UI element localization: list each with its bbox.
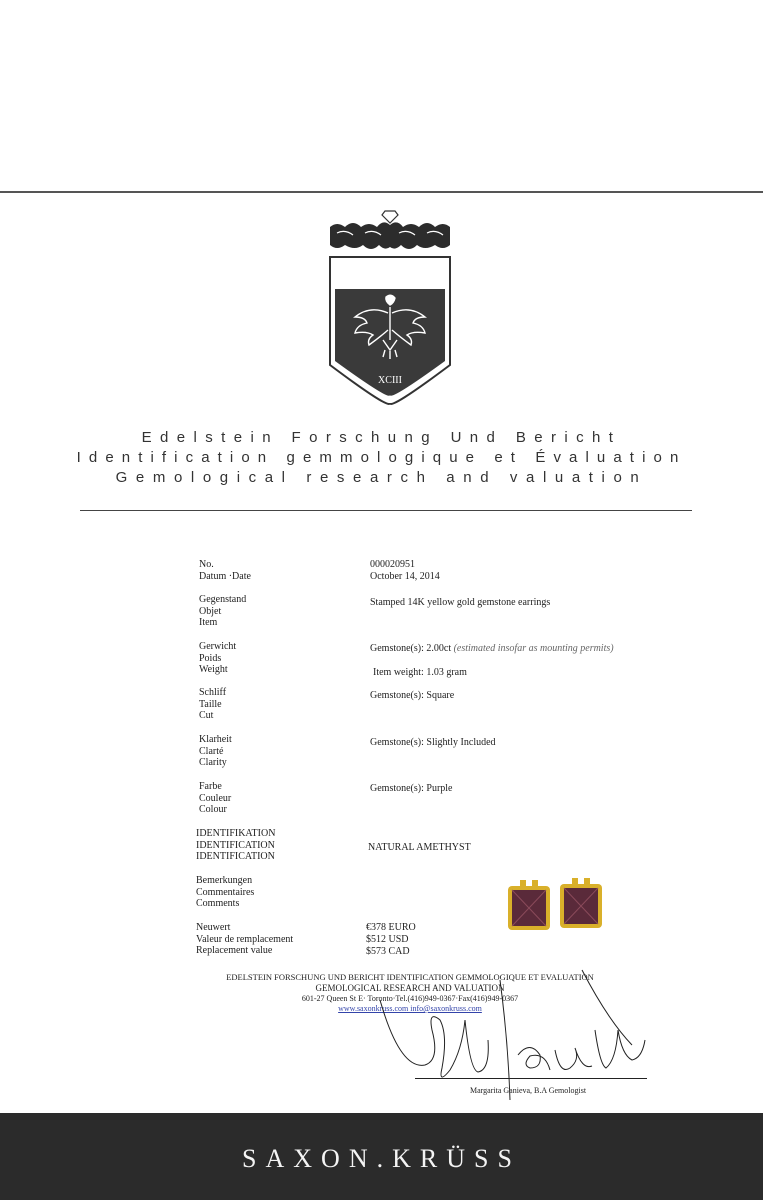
label-line: Clarté bbox=[199, 745, 224, 757]
org-address: 601-27 Queen St E· Toronto·Tel.(416)949-0367·Fax(416)949-0367 bbox=[301, 994, 519, 1003]
label-line: Comments bbox=[196, 898, 240, 910]
label-number-date bbox=[199, 559, 251, 582]
org-subtitle: GEMOLOGICAL RESEARCH AND VALUATION bbox=[315, 983, 505, 993]
signature-line bbox=[415, 1078, 647, 1079]
label-identification bbox=[196, 828, 275, 863]
label-replacement-value bbox=[196, 922, 293, 957]
value-usd: $512 USD bbox=[366, 934, 409, 945]
item-weight: Item weight: 1.03 gram bbox=[373, 667, 467, 678]
value-number-date bbox=[370, 559, 440, 583]
label-line: Poids bbox=[199, 652, 222, 664]
value-euro: €378 EURO bbox=[366, 922, 416, 933]
heading-french: Identification gemmologique et Évaluation bbox=[76, 449, 687, 466]
label-line: Valeur de remplacement bbox=[196, 933, 294, 945]
label-line: Objet bbox=[199, 605, 222, 617]
value-weight bbox=[370, 643, 614, 655]
heading-english: Gemological research and valuation bbox=[115, 469, 648, 486]
section-divider bbox=[80, 510, 692, 511]
crest-numeral: XCIII bbox=[378, 375, 402, 386]
org-name: EDELSTEIN FORSCHUNG UND BERICHT IDENTIFICATION GEMMOLOGIQUE ET EVALUATION bbox=[226, 972, 594, 982]
brand-name: SAXON.KRÜSS bbox=[242, 1144, 521, 1173]
gemstone-weight: Gemstone(s): 2.00ct bbox=[370, 643, 452, 654]
label-line: Gegenstand bbox=[199, 594, 247, 605]
label-line: Schliff bbox=[199, 687, 227, 698]
label-line: Gerwicht bbox=[199, 641, 237, 652]
value-cad: $573 CAD bbox=[366, 946, 410, 957]
crest-logo bbox=[325, 205, 455, 405]
label-line: Commentaires bbox=[196, 886, 255, 898]
report-number: 000020951 bbox=[370, 559, 415, 570]
label-line: Neuwert bbox=[196, 922, 231, 933]
earring-right bbox=[560, 878, 602, 928]
top-rule bbox=[0, 191, 763, 193]
label-line: IDENTIFICATION bbox=[196, 839, 275, 851]
label-cut bbox=[199, 687, 226, 722]
weight-note: (estimated insofar as mounting permits) bbox=[453, 643, 614, 654]
label-line: Taille bbox=[199, 698, 222, 710]
value-item: Stamped 14K yellow gold gemstone earrings bbox=[370, 597, 551, 608]
label-line: Item bbox=[199, 617, 218, 629]
label-weight bbox=[199, 641, 236, 676]
label-line: IDENTIFICATION bbox=[196, 851, 275, 863]
earrings-photo bbox=[506, 876, 606, 936]
label-line: IDENTIFIKATION bbox=[196, 828, 276, 839]
label-line: Couleur bbox=[199, 792, 232, 804]
label-item bbox=[199, 594, 246, 629]
org-web-links[interactable]: www.saxonkruss.com info@saxonkruss.com bbox=[338, 1004, 482, 1013]
label-line: Weight bbox=[199, 664, 228, 676]
label-line: Replacement value bbox=[196, 945, 273, 957]
heading-german: Edelstein Forschung Und Bericht bbox=[141, 429, 622, 446]
label-clarity bbox=[199, 734, 232, 769]
label-line: Colour bbox=[199, 804, 227, 816]
value-cut: Gemstone(s): Square bbox=[370, 690, 455, 701]
label-line: Klarheit bbox=[199, 734, 232, 745]
label-colour bbox=[199, 781, 231, 816]
earring-left bbox=[508, 880, 550, 930]
value-clarity: Gemstone(s): Slightly Included bbox=[370, 737, 496, 748]
label-line: Datum ·Date bbox=[199, 570, 251, 582]
value-identification: NATURAL AMETHYST bbox=[368, 842, 471, 853]
label-line: Bemerkungen bbox=[196, 875, 253, 886]
signatory-name: Margarita Ganieva, B.A Gemologist bbox=[470, 1086, 587, 1095]
label-line: Clarity bbox=[199, 757, 227, 769]
value-replacement bbox=[366, 922, 416, 958]
label-line: Farbe bbox=[199, 781, 222, 792]
value-colour: Gemstone(s): Purple bbox=[370, 783, 453, 794]
label-comments bbox=[196, 875, 254, 910]
report-date: October 14, 2014 bbox=[370, 571, 440, 582]
label-line: No. bbox=[199, 559, 214, 570]
label-line: Cut bbox=[199, 710, 214, 722]
